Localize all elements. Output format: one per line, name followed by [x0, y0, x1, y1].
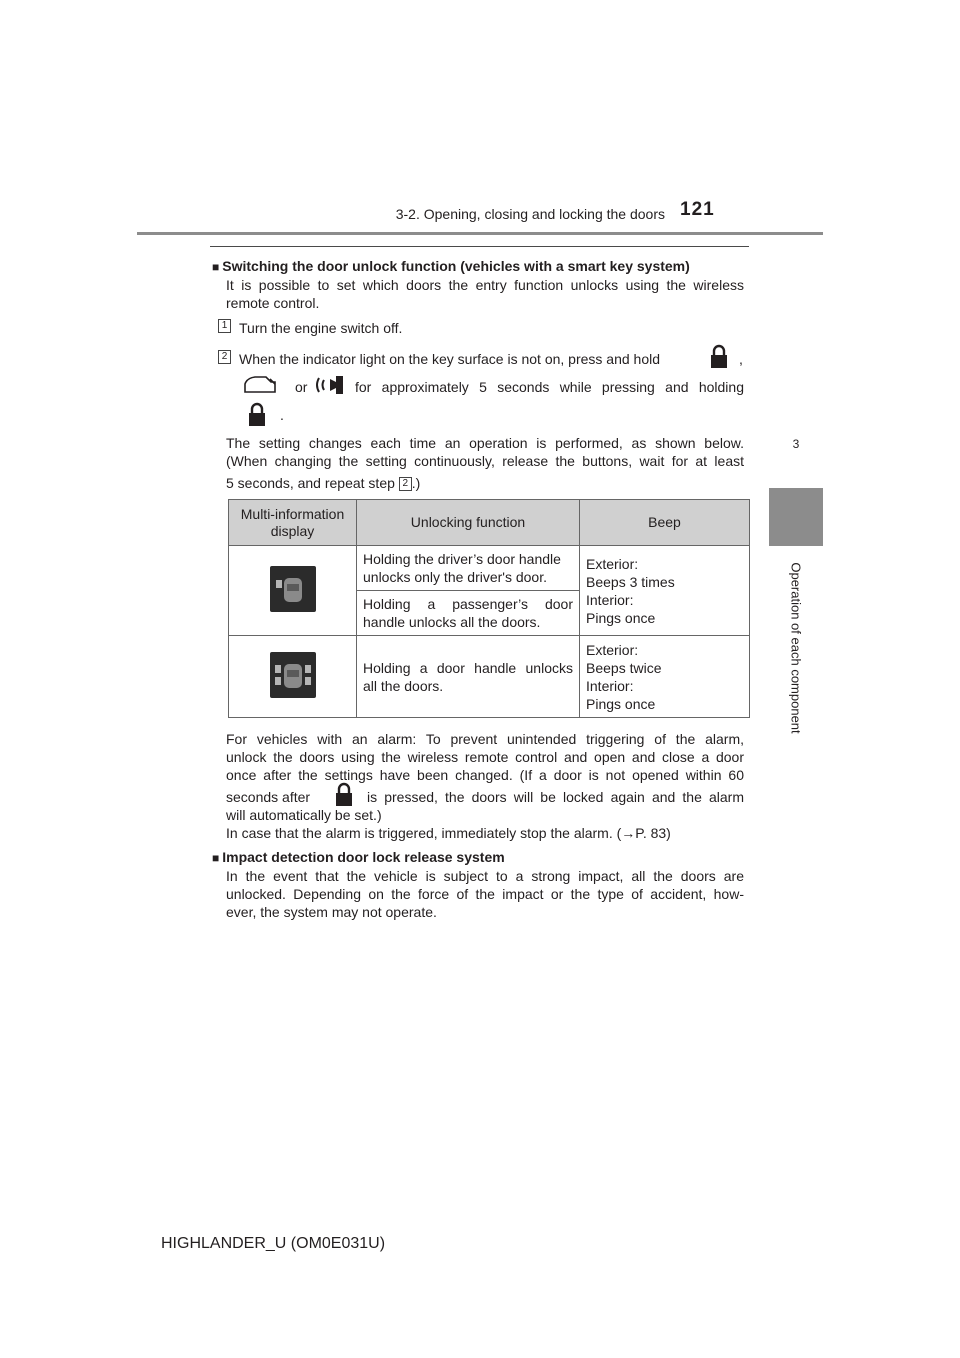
table-header-row [229, 500, 750, 546]
driver-door-display-icon [270, 566, 316, 612]
beep-cell [580, 636, 750, 718]
setting-line-1: The setting changes each time an operation is performed, as shown below. [226, 435, 744, 451]
step-ref-marker: 2 [399, 477, 412, 491]
beep-line: Pings once [586, 609, 656, 626]
intro-line-1: It is possible to set which doors the entry function unlocks using the wireless [226, 277, 744, 293]
heading-text: Switching the door unlock function (vehicles with a smart key system) [222, 258, 690, 274]
lock-icon [707, 343, 731, 371]
all-doors-display-icon [270, 652, 316, 698]
column-header: Unlocking function [357, 500, 580, 546]
step-1-marker: 1 [218, 319, 231, 333]
beep-cell [580, 546, 750, 636]
arrow-icon: → [621, 825, 636, 841]
model-footer: HIGHLANDER_U (OM0E031U) [161, 1235, 386, 1252]
panic-icon [314, 373, 348, 397]
section-title: 3-2. Opening, closing and locking the doors [395, 206, 665, 222]
step-2-line-1: When the indicator light on the key surface is not on, press and hold [239, 351, 661, 367]
comma: , [739, 351, 743, 367]
setting-line-3 [226, 474, 420, 492]
alarm-line-5: will automatically be set.) [226, 807, 382, 823]
beep-line: Beeps twice [586, 659, 662, 676]
function-cell [357, 636, 580, 718]
impact-line-2: unlocked. Depending on the force of the impact or the type of accident, how- [226, 886, 744, 902]
alarm-line-3: once after the settings have been changed. (If a door is not opened within 60 [226, 767, 744, 783]
display-cell [229, 636, 357, 718]
function-line: unlocks only the driver's door. [363, 569, 547, 585]
function-line: Holding a passenger’s door [363, 596, 573, 612]
alarm-line-4-end: is pressed, the doors will be locked again and the alarm [367, 789, 744, 805]
beep-line: Interior: [586, 677, 634, 694]
function-line: handle unlocks all the doors. [363, 614, 541, 630]
beep-line: Pings once [586, 695, 656, 712]
function-line: Holding the driver’s door handle [363, 551, 561, 567]
beep-line: Exterior: [586, 641, 639, 658]
chapter-label: Operation of each component [788, 562, 804, 734]
setting-line-2: (When changing the setting continuously, release the buttons, wait for at least [226, 453, 744, 469]
chapter-tab [769, 488, 823, 546]
page-reference[interactable]: P. 83) [635, 825, 671, 841]
beep-line: Exterior: [586, 555, 639, 572]
function-cell [357, 546, 580, 591]
back-door-icon [242, 374, 278, 396]
step-1-text: Turn the engine switch off. [239, 320, 403, 336]
column-header: Beep [580, 500, 750, 546]
lock-icon [332, 781, 356, 809]
display-cell [229, 546, 357, 636]
step-ref-close: .) [411, 475, 421, 491]
alarm-line-4-start: seconds after [226, 789, 311, 805]
content-rule [210, 246, 749, 247]
function-line: Holding a door handle unlocks [363, 659, 573, 676]
lock-icon [245, 401, 269, 429]
header-rule [137, 232, 823, 235]
beep-line: Interior: [586, 591, 634, 608]
page-number: 121 [680, 199, 715, 220]
step-2-line-2: for approximately 5 seconds while pressing and holding [355, 379, 744, 395]
section-heading-door-unlock [212, 257, 690, 276]
square-bullet-icon: ■ [212, 260, 220, 274]
column-header: Multi-information display [229, 500, 357, 546]
alarm-line-1: For vehicles with an alarm: To prevent unintended triggering of the alarm, [226, 731, 744, 747]
alarm-line-6-text: In case that the alarm is triggered, immediately stop the alarm. ( [226, 825, 622, 841]
alarm-line-2: unlock the doors using the wireless remote control and open and close a door [226, 749, 744, 765]
section-heading-impact [212, 848, 505, 867]
chapter-number: 3 [792, 437, 800, 451]
or-text: or [295, 379, 308, 395]
setting-line-3-text: 5 seconds, and repeat step [226, 475, 395, 491]
table-row [229, 636, 750, 718]
function-cell [357, 591, 580, 636]
impact-line-1: In the event that the vehicle is subject to a strong impact, all the doors are [226, 868, 744, 884]
period: . [280, 407, 284, 423]
heading-text: Impact detection door lock release system [222, 849, 505, 865]
step-2-marker: 2 [218, 350, 231, 364]
intro-line-2: remote control. [226, 295, 320, 311]
unlock-function-table [228, 499, 750, 718]
table-row [229, 546, 750, 591]
function-line: all the doors. [363, 677, 444, 694]
impact-line-3: ever, the system may not operate. [226, 904, 437, 920]
alarm-line-6 [226, 824, 671, 842]
square-bullet-icon: ■ [212, 851, 220, 865]
beep-line: Beeps 3 times [586, 573, 675, 590]
